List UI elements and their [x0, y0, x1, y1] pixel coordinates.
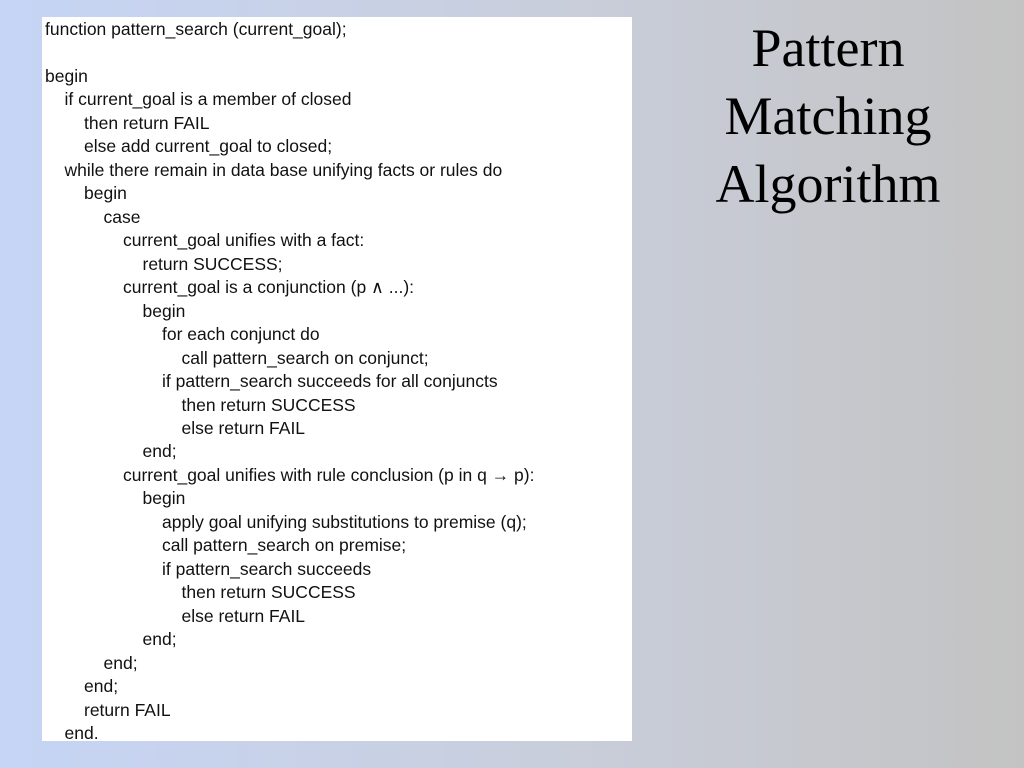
code-line: else return FAIL — [181, 605, 306, 626]
code-line: while there remain in data base unifying facts or rules do — [64, 159, 503, 180]
code-line: then return SUCCESS — [181, 582, 356, 603]
code-line: return FAIL — [84, 699, 171, 720]
slide-title — [660, 14, 996, 218]
code-line: end; — [142, 629, 177, 650]
code-line: call pattern_search on premise; — [162, 535, 407, 556]
code-line: current_goal unifies with a fact: — [123, 230, 365, 251]
code-line: if current_goal is a member of closed — [64, 89, 352, 110]
code-line: then return FAIL — [84, 112, 210, 133]
title-line-2: Matching — [724, 86, 932, 146]
code-line: current_goal unifies with rule conclusion (p in q → p): — [123, 464, 535, 485]
code-line: if pattern_search succeeds — [162, 558, 372, 579]
code-line: else return FAIL — [181, 417, 306, 438]
code-line: else add current_goal to closed; — [84, 136, 333, 157]
code-line: call pattern_search on conjunct; — [181, 347, 429, 368]
code-line: apply goal unifying substitutions to premise (q); — [162, 511, 527, 532]
code-line: current_goal is a conjunction (p ∧ ...): — [123, 277, 415, 298]
title-line-3: Algorithm — [715, 154, 941, 214]
code-line: for each conjunct do — [162, 324, 320, 345]
code-line: end; — [103, 652, 138, 673]
code-line: end; — [142, 441, 177, 462]
code-line: then return SUCCESS — [181, 394, 356, 415]
code-line: function pattern_search (current_goal); — [45, 19, 347, 39]
code-line: begin — [142, 488, 186, 509]
code-line: begin — [84, 183, 127, 204]
code-line: begin — [142, 300, 186, 321]
code-line: return SUCCESS; — [142, 253, 283, 274]
code-panel — [42, 17, 632, 744]
code-line: end; — [84, 676, 119, 697]
title-line-1: Pattern — [751, 18, 905, 78]
code-line: case — [103, 206, 141, 227]
code-line: end. — [64, 723, 99, 744]
code-line: if pattern_search succeeds for all conjuncts — [162, 371, 498, 392]
code-line: begin — [45, 65, 88, 86]
